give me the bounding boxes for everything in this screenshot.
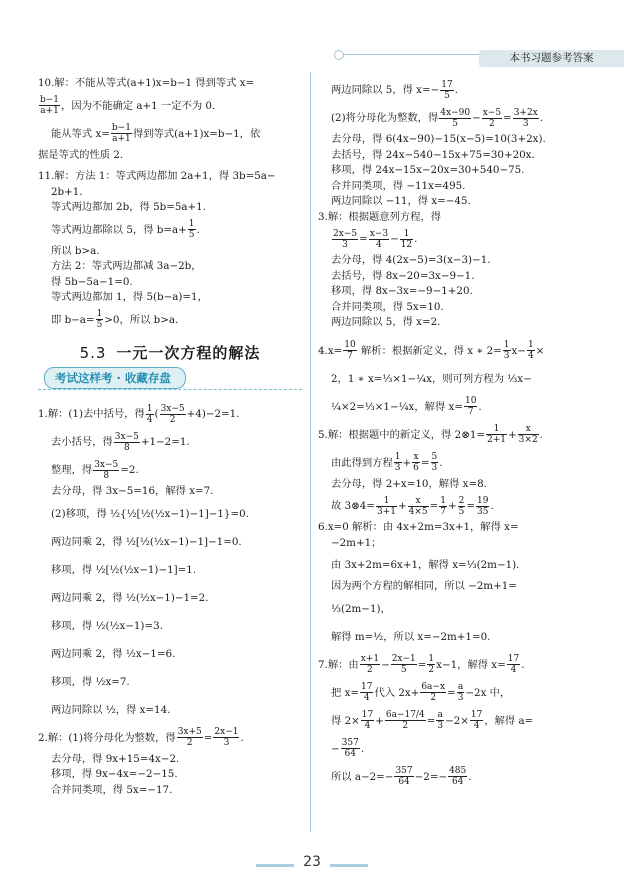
r-line-7: 两边同除以 −11，得 x=−45. <box>331 195 471 207</box>
header-tab: 本书习题参考答案 <box>479 50 624 67</box>
q1-line-7: 移项，得 ½[½(½x−1)−1]=1. <box>51 563 197 576</box>
r-line-18: 由此得到方程 $\frac{1}{3}$ + $\frac{x}{6}$ = $\frac{5}{3}$ . <box>331 452 443 473</box>
q1-line-12: 两边同除以 ½，得 x=14. <box>51 703 171 716</box>
r-line-21: 6.x=0 解析：由 4x+2m=3x+1，解得 x= <box>318 521 519 533</box>
r-line-12: 合并同类项，得 5x=10. <box>331 300 444 313</box>
r-line-15: 2，1 ∗ x=⅓×1−¼x，则可列方程为 ⅓x− <box>331 372 532 385</box>
left-column <box>38 76 302 798</box>
q11-line-8: 等式两边都加 1，得 5(b−a)=1， <box>51 291 208 303</box>
r-line-30: − $\frac{357}{64}$ . <box>331 738 365 759</box>
right-column <box>318 76 600 791</box>
q2-line-4: 合并同类项，得 5x=−17. <box>51 783 173 796</box>
section-title: 5.3 一元一次方程的解法 <box>79 343 261 362</box>
r-line-16: ¼×2=⅓×1−¼x，解得 x= $\frac{10}{7}$ . <box>331 396 482 417</box>
q2-line-1: 2.解：(1)将分母化为整数，得 $\frac{3x+5}{2}$ = $\frac{2x-1}{3}$ . <box>38 727 244 748</box>
r-line-31: 所以 a−2=− $\frac{357}{64}$ −2=− $\frac{485}{64}$ . <box>331 766 472 787</box>
r-line-4: 去括号，得 24x−540−15x+75=30+20x. <box>331 148 535 161</box>
column-divider <box>310 72 311 832</box>
q11-line-5: 所以 b>a. <box>51 244 100 257</box>
q11-line-2: 2b+1. <box>51 185 83 198</box>
q1-line-2: 去小括号，得 $\frac{3x-5}{8}$ +1−2=1. <box>51 431 190 453</box>
q1-line-6: 两边同乘 2，得 ½[½(½x−1)−1]−1=0. <box>51 535 242 548</box>
q10-line-3: 能从等式 x= $\frac{b-1}{a+1}$ 得到等式(a+1)x=b−1，依 <box>51 123 261 144</box>
r-line-3: 去分母，得 6(4x−90)−15(x−5)=10(3+2x). <box>331 133 546 145</box>
q11-line-9: 即 b−a= $\frac{1}{5}$ >0，所以 b>a. <box>51 309 179 330</box>
q1-line-4: 去分母，得 3x−5=16，解得 x=7. <box>51 485 214 497</box>
q11-line-6: 方法 2：等式两边都减 3a−2b， <box>51 260 202 272</box>
r-line-13: 两边同除以 5，得 x=2. <box>331 316 441 328</box>
q10-line-1: 10.解：不能从等式(a+1)x=b−1 得到等式 x= <box>38 77 255 89</box>
q1-line-5: (2)移项，得 ½{½[½(½x−1)−1]−1}=0. <box>51 507 249 520</box>
r-line-25: ⅓(2m−1)， <box>331 602 391 615</box>
r-line-19: 去分母，得 2+x=10，解得 x=8. <box>331 477 487 490</box>
q1-line-9: 移项，得 ½(½x−1)=3. <box>51 619 163 632</box>
q10-line-2: $\frac{b-1}{a+1}$ ，因为不能确定 a+1 一定不为 0. <box>40 95 216 116</box>
header-dot <box>334 50 344 60</box>
q2-line-2: 去分母，得 9x+15=4x−2. <box>51 752 180 765</box>
q11-line-4: 等式两边都除以 5，得 b=a+ $\frac{1}{5}$ . <box>51 219 200 240</box>
q1-line-1: 1.解：(1)去中括号，得 $\frac{1}{4}$ ( $\frac{3x-5}{2}$ +4)−2=1. <box>38 403 240 425</box>
r-line-22: −2m+1； <box>331 536 382 549</box>
q1-line-8: 两边同乘 2，得 ½(½x−1)−1=2. <box>51 591 209 604</box>
fraction: $\frac{1}{5}$ <box>96 309 103 330</box>
r-line-11: 移项，得 8x−3x=−9−1+20. <box>331 285 473 297</box>
r-line-17: 5.解：根据题中的新定义，得 2⊗1= $\frac{1}{2+1}$ + $\frac{x}{3\times 2}$ . <box>318 424 543 445</box>
q1-line-3: 整理，得 $\frac{3x-5}{8}$ =2. <box>51 459 139 481</box>
r-line-5: 移项，得 24x−15x−20x=30+540−75. <box>331 164 525 176</box>
fraction: $\frac{b-1}{a+1}$ <box>111 123 131 144</box>
r-line-20: 故 3⊗4= $\frac{1}{3+1}$ + $\frac{x}{4\times 5}$ = $\frac{1}{7}$ + $\frac{2}{5}$ = $\frac{19}{35}$ . <box>331 495 494 517</box>
r-line-28: 把 x= $\frac{17}{4}$ 代入 2x+ $\frac{6a-x}{2}$ = $\frac{a}{3}$ −2x 中， <box>331 682 511 703</box>
section-banner: 考试这样考 · 收藏存盘 <box>38 367 302 390</box>
r-line-8b: $\frac{2x-5}{3}$ = $\frac{x-3}{4}$ − $\frac{1}{12}$ . <box>333 228 418 250</box>
r-line-8: 3.解：根据题意列方程，得 <box>318 210 442 223</box>
q10-line-4: 据是等式的性质 2. <box>38 148 124 161</box>
r-line-14: 4.x= $\frac{10}{7}$ 解析：根据新定义，得 x ∗ 2= $\frac{1}{3}$ x− $\frac{1}{4}$ × <box>318 340 545 361</box>
q1-line-11: 移项，得 ½x=7. <box>51 675 130 688</box>
r-line-10: 去括号，得 8x−20=3x−9−1. <box>331 269 475 282</box>
r-line-26: 解得 m=½，所以 x=−2m+1=0. <box>331 630 491 643</box>
q11-line-7: 得 5b−5a−1=0. <box>51 275 133 288</box>
q11-line-1: 11.解：方法 1：等式两边都加 2a+1，得 3b=5a− <box>38 170 276 182</box>
r-line-24: 因为两个方程的解相同，所以 −2m+1= <box>331 580 517 592</box>
fraction: $\frac{1}{5}$ <box>188 219 195 240</box>
r-line-2: (2)将分母化为整数，得 $\frac{4x-90}{5}$ − $\frac{x-5}{2}$ = $\frac{3+2x}{3}$ . <box>331 107 544 129</box>
r-line-1: 两边同除以 5，得 x=− $\frac{17}{5}$ . <box>331 79 458 101</box>
q1-line-10: 两边同乘 2，得 ½x−1=6. <box>51 647 176 660</box>
r-line-29: 得 2× $\frac{17}{4}$ + $\frac{6a-17/4}{2}$ = $\frac{a}{3}$ −2× $\frac{17}{4}$ ，解得 a= <box>331 710 534 731</box>
footer-bar-right <box>330 864 368 867</box>
fraction: $\frac{b-1}{a+1}$ <box>40 95 60 116</box>
q11-line-3: 等式两边都加 2b，得 5b=5a+1. <box>51 201 206 213</box>
r-line-27: 7.解：由 $\frac{x+1}{2}$ − $\frac{2x-1}{5}$ = $\frac{1}{2}$ x−1，解得 x= $\frac{17}{4}$ . <box>318 654 525 675</box>
q2-line-3: 移项，得 9x−4x=−2−15. <box>51 768 178 780</box>
r-line-9: 去分母，得 4(2x−5)=3(x−3)−1. <box>331 254 491 266</box>
r-line-23: 由 3x+2m=6x+1，解得 x=⅓(2m−1). <box>331 559 520 571</box>
page-number: 23 <box>303 854 321 870</box>
footer-bar-left <box>256 864 294 867</box>
page-footer <box>0 854 624 872</box>
r-line-6: 合并同类项，得 −11x=495. <box>331 179 466 192</box>
